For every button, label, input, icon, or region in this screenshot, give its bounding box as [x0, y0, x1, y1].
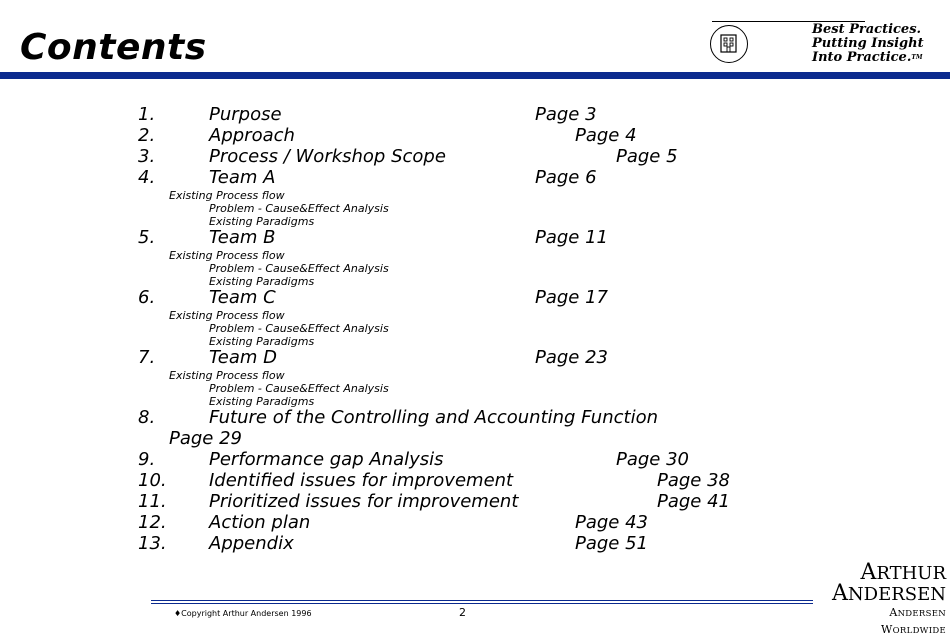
logo-line-1: ARTHUR — [860, 560, 946, 585]
toc-item-label: Performance gap Analysis — [209, 449, 444, 470]
toc-item-label: Appendix — [209, 533, 294, 554]
toc-item-number: 3. — [138, 146, 156, 167]
toc-subitem: Existing Process flow — [169, 369, 285, 382]
toc-item-page: Page 5 — [616, 146, 678, 167]
toc-item-number: 12. — [138, 512, 167, 533]
toc-item-page: Page 3 — [535, 104, 597, 125]
toc-item-label: Identified issues for improvement — [209, 470, 514, 491]
toc-item-number: 1. — [138, 104, 156, 125]
copyright-notice: ♦Copyright Arthur Andersen 1996 — [174, 609, 312, 618]
toc-subitem: Existing Paradigms — [209, 335, 315, 348]
toc-item-label: Future of the Controlling and Accounting Function — [209, 407, 658, 428]
toc-item-label: Approach — [209, 125, 295, 146]
toc-item-page: Page 17 — [535, 287, 609, 308]
toc-subitem: Problem - Cause&Effect Analysis — [209, 202, 389, 215]
toc-item-label: Team C — [209, 287, 276, 308]
toc-item-number: 7. — [138, 347, 156, 368]
toc-item-number: 11. — [138, 491, 167, 512]
toc-subitem: Existing Process flow — [169, 249, 285, 262]
toc-subitem: Problem - Cause&Effect Analysis — [209, 382, 389, 395]
toc-subitem: Problem - Cause&Effect Analysis — [209, 322, 389, 335]
toc-item-page: Page 11 — [535, 227, 609, 248]
toc-item-number: 2. — [138, 125, 156, 146]
toc-item-number: 4. — [138, 167, 156, 188]
toc-item-page: Page 29 — [169, 428, 243, 449]
tagline-line-2: Putting Insight — [812, 36, 924, 51]
toc-item-number: 9. — [138, 449, 156, 470]
toc-item-number: 10. — [138, 470, 167, 491]
logo-line-3: ANDERSEN WORLDWIDE — [881, 606, 946, 636]
toc-subitem: Existing Process flow — [169, 189, 285, 202]
page-number: 2 — [459, 606, 466, 619]
toc-item-number: 13. — [138, 533, 167, 554]
toc-item-label: Team B — [209, 227, 276, 248]
toc-item-number: 8. — [138, 407, 156, 428]
toc-item-page: Page 41 — [657, 491, 731, 512]
toc-item-page: Page 43 — [575, 512, 649, 533]
toc-item-label: Prioritized issues for improvement — [209, 491, 519, 512]
toc-item-number: 6. — [138, 287, 156, 308]
toc-item-page: Page 30 — [616, 449, 690, 470]
toc-item-label: Team A — [209, 167, 276, 188]
footer-rule-bottom — [151, 603, 813, 604]
toc-subitem: Problem - Cause&Effect Analysis — [209, 262, 389, 275]
toc-subitem: Existing Paradigms — [209, 275, 315, 288]
toc-subitem: Existing Paradigms — [209, 395, 315, 408]
toc-item-label: Purpose — [209, 104, 282, 125]
tagline-line-1: Best Practices. — [812, 22, 922, 37]
logo-line-2: ANDERSEN — [832, 581, 946, 606]
toc-item-page: Page 38 — [657, 470, 731, 491]
footer-rule-top — [151, 600, 813, 601]
trademark-symbol: TM — [911, 54, 923, 61]
toc-item-label: Team D — [209, 347, 277, 368]
tagline-line-3: Into Practice.™ — [812, 50, 923, 65]
toc-item-page: Page 23 — [535, 347, 609, 368]
toc-item-page: Page 4 — [575, 125, 637, 146]
page-title: Contents — [20, 27, 207, 68]
toc-item-label: Action plan — [209, 512, 311, 533]
toc-subitem: Existing Process flow — [169, 309, 285, 322]
toc-subitem: Existing Paradigms — [209, 215, 315, 228]
toc-item-number: 5. — [138, 227, 156, 248]
toc-item-page: Page 51 — [575, 533, 649, 554]
toc-item-page: Page 6 — [535, 167, 597, 188]
toc-item-label: Process / Workshop Scope — [209, 146, 446, 167]
